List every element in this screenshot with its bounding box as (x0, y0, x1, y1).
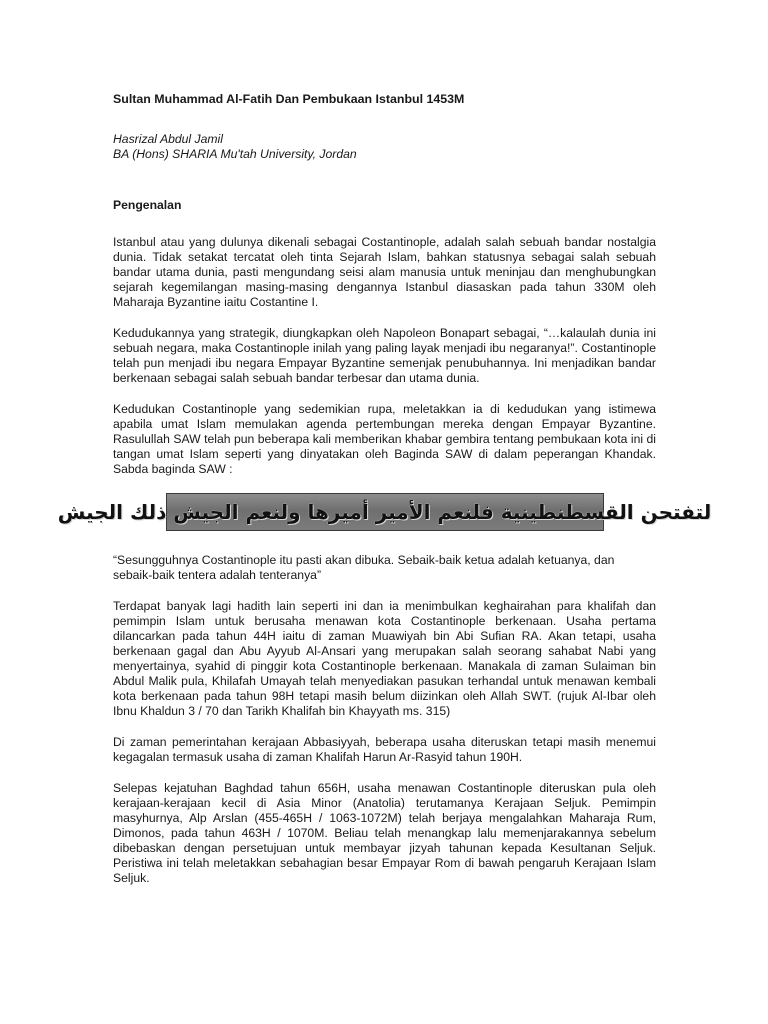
arabic-hadith-banner (57, 493, 712, 531)
arabic-hadith-text: لتفتحن القسطنطينية فلنعم الأمير أميرها ولنعم الجيش ذلك الجيش (57, 499, 712, 524)
paragraph-hadith-context: Kedudukan Costantinople yang sedemikian rupa, meletakkan ia di kedudukan yang istimewa apabila umat Islam memulakan agenda pertembungan mereka dengan Empayar Byzantine. Rasulullah SAW telah pun beberapa kali memberikan khabar gembira tentang pembukaan kota ini di tangan umat Islam seperti yang dinyatakan oleh Baginda SAW di dalam peperangan Khandak. Sabda baginda SAW : (113, 402, 656, 476)
author-name: Hasrizal Abdul Jamil (113, 132, 223, 146)
paragraph-early-attempts: Terdapat banyak lagi hadith lain seperti ini dan ia menimbulkan keghairahan para khalifah dan pemimpin Islam untuk berusaha menawan kota Costantinople berkenaan. Usaha pertama dilancarkan pada tahun 44H iaitu di zaman Muawiyah bin Abi Sufian RA. Akan tetapi, usaha berkenaan gagal dan Abu Ayyub Al-Ansari yang merupakan salah seorang sahabat Nabi yang menyertainya, syahid di pinggir kota Costantinople berkenaan. Manakala di zaman Sulaiman bin Abdul Malik pula, Khilafah Umayah telah menyediakan pasukan terhandal untuk menawan kembali kota berkenaan pada tahun 98H tetapi masih belum diizinkan oleh Allah SWT. (rujuk Al-Ibar oleh Ibnu Khaldun 3 / 70 dan Tarikh Khalifah bin Khayyath ms. 315) (113, 599, 656, 718)
section-heading: Pengenalan (113, 198, 182, 212)
paragraph-seljuk: Selepas kejatuhan Baghdad tahun 656H, usaha menawan Costantinople diteruskan pula oleh kerajaan-kerajaan kecil di Asia Minor (Anatolia) terutamanya Kerajaan Seljuk. Pemimpin masyhurnya, Alp Arslan (455-465H / 1063-1072M) telah berjaya mengalahkan Maharaja Rum, Dimonos, pada tahun 463H / 1070M. Beliau telah menangkap lalu memenjarakannya sebelum dibebaskan dengan persetujuan untuk membayar jizyah tahunan kepada Kesultanan Seljuk. Peristiwa ini telah meletakkan sebahagian besar Empayar Rom di bawah pengaruh Kerajaan Islam Seljuk. (113, 781, 656, 885)
author-credential: BA (Hons) SHARIA Mu'tah University, Jordan (113, 147, 357, 161)
document-page (57, 92, 712, 886)
hadith-translation: “Sesungguhnya Costantinople itu pasti akan dibuka. Sebaik-baik ketua adalah ketuanya, dan sebaik-baik tentera adalah tenteranya” (113, 553, 615, 582)
paragraph-strategic-position: Kedudukannya yang strategik, diungkapkan oleh Napoleon Bonapart sebagai, “…kalaulah dunia ini sebuah negara, maka Costantinople inilah yang paling layak menjadi ibu negaranya!”. Costantinople telah pun menjadi ibu negara Empayar Byzantine semenjak penubuhannya. Ini menjadikan bandar berkenaan sebagai salah sebuah bandar terbesar dan utama dunia. (113, 326, 656, 385)
paragraph-intro: Istanbul atau yang dulunya dikenali sebagai Costantinople, adalah salah sebuah bandar nostalgia dunia. Tidak setakat tercatat oleh tinta Sejarah Islam, bahkan statusnya sebagai salah sebuah bandar utama dunia, pasti mengundang seisi alam manusia untuk meninjau dan menghubungkan sejarah kegemilangan masing-masing dengannya Istanbul diasaskan pada tahun 330M oleh Maharaja Byzantine iaitu Costantine I. (113, 235, 656, 309)
document-title: Sultan Muhammad Al-Fatih Dan Pembukaan Istanbul 1453M (113, 92, 465, 106)
paragraph-abbasid: Di zaman pemerintahan kerajaan Abbasiyyah, beberapa usaha diteruskan tetapi masih menemui kegagalan termasuk usaha di zaman Khalifah Harun Ar-Rasyid tahun 190H. (113, 735, 656, 764)
author-block (113, 132, 656, 162)
